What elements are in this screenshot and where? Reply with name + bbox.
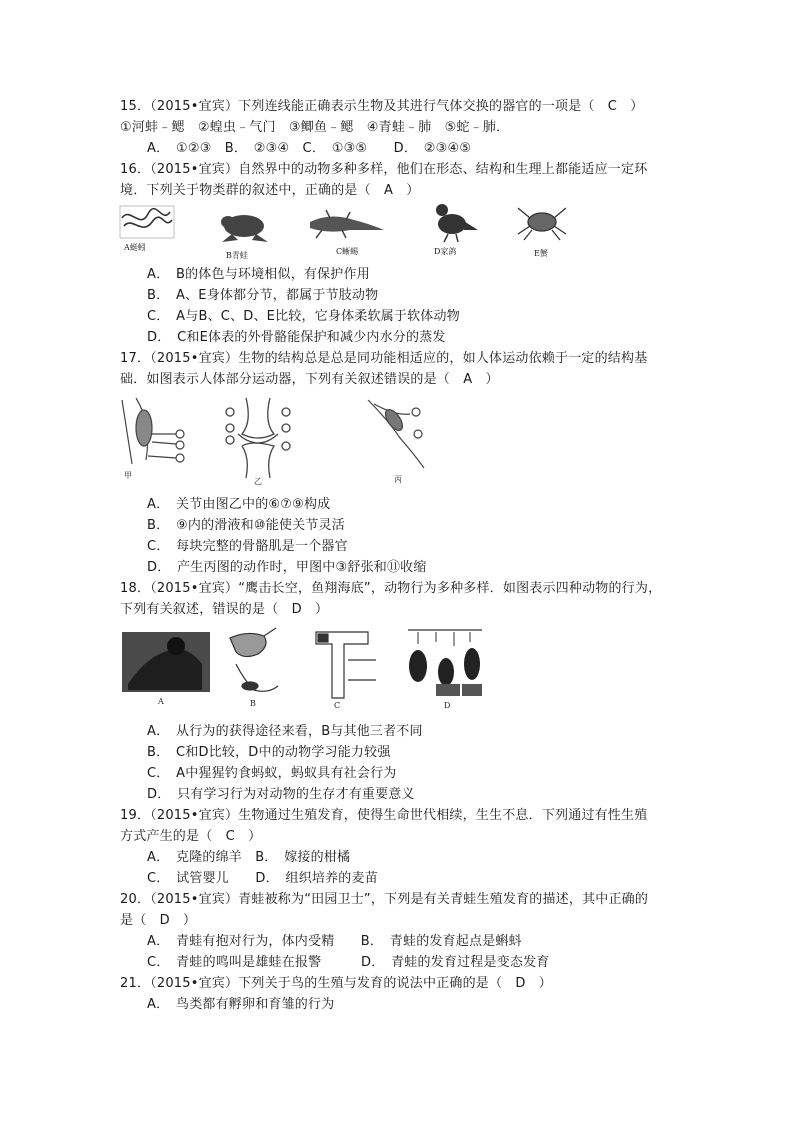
figure-label-d: D家鸽 xyxy=(434,247,457,256)
q19-stem-line-2: 方式产生的是（ C ） xyxy=(120,829,262,844)
arm-bending-diagram xyxy=(368,400,424,468)
q16-option-c: C． A与B、C、D、E比较，它身体柔软属于软体动物 xyxy=(147,309,460,324)
bird-feeding-fish-drawing xyxy=(230,628,278,691)
q18-option-b: B． C和D比较，D中的动物学习能力较强 xyxy=(147,745,391,760)
q20-stem-line-1: 20．（2015•宜宾）青蛙被称为“田园卫士”，下列是有关青蛙生殖发育的描述，其中正确的 xyxy=(120,892,649,907)
q15-options: A． ①②③ B． ②③④ C． ①③⑤ D． ②③④⑤ xyxy=(147,141,472,156)
q18-option-a: A． 从行为的获得途径来看，B与其他三者不同 xyxy=(147,724,423,739)
figure-label-b: B青蛙 xyxy=(226,251,248,260)
figure-label-e: E蟹 xyxy=(534,249,548,258)
q21-option-a: A． 鸟类都有孵卵和育雏的行为 xyxy=(147,997,335,1012)
figure-label-c: C蜥蜴 xyxy=(336,247,359,256)
crab-illustration xyxy=(518,208,566,240)
figure-label-behavior-a: A xyxy=(158,697,164,706)
q17-option-c: C． 每块完整的骨骼肌是一个器官 xyxy=(147,539,348,554)
figure-label-behavior-b: B xyxy=(250,699,256,708)
q17-option-b: B． ⑨内的滑液和⑩能使关节灵活 xyxy=(147,518,345,533)
figure-label-behavior-d: D xyxy=(444,701,451,710)
q18-stem-line-1: 18．（2015•宜宾）“鹰击长空，鱼翔海底”，动物行为多种多样．如图表示四种动物的行为， xyxy=(120,581,662,596)
figure-label-jia: 甲 xyxy=(124,471,132,480)
figure-label-yi: 乙 xyxy=(254,477,262,486)
q16-animals-figure xyxy=(118,200,578,262)
figure-label-bing: 丙 xyxy=(394,475,402,484)
q17-motor-system-figure xyxy=(118,394,448,486)
q16-option-d: D． C和E体表的外骨骼能保护和减少内水分的蒸发 xyxy=(147,330,446,345)
q20-options-row-1: A． 青蛙有抱对行为，体内受精 B． 青蛙的发育起点是蝌蚪 xyxy=(147,934,522,949)
q16-stem-line-2: 境．下列关于物类群的叙述中，正确的是（ A ） xyxy=(120,183,420,198)
q18-stem-line-2: 下列有关叙述，错误的是（ D ） xyxy=(120,602,329,617)
pigeon-illustration xyxy=(436,204,478,242)
q20-stem-line-2: 是（ D ） xyxy=(120,913,197,928)
q16-stem-line-1: 16．（2015•宜宾）自然界中的动物多种多样，他们在形态、结构和生理上都能适应一定环 xyxy=(120,162,648,177)
frog-illustration xyxy=(221,215,268,242)
q15-stem-line-1: 15．（2015•宜宾）下列连线能正确表示生物及其进行气体交换的器官的一项是（ C ） xyxy=(120,99,644,114)
q19-options-row-1: A． 克隆的绵羊 B． 嫁接的柑橘 xyxy=(147,850,351,865)
earthworm-illustration xyxy=(120,206,174,238)
q17-option-a: A． 关节由图乙中的⑥⑦⑨构成 xyxy=(147,497,331,512)
monkeys-reaching-bananas-drawing xyxy=(408,630,482,696)
q17-stem-line-2: 础．如图表示人体部分运动器，下列有关叙述错误的是（ A ） xyxy=(120,372,499,387)
q17-option-d: D． 产生丙图的动作时，甲图中③舒张和⑪收缩 xyxy=(147,560,427,575)
q16-option-a: A． B的体色与环境相似，有保护作用 xyxy=(147,267,370,282)
q18-animal-behavior-figure xyxy=(118,624,490,710)
q20-options-row-2: C． 青蛙的鸣叫是雄蛙在报警 D． 青蛙的发育过程是变态发育 xyxy=(147,955,550,970)
q17-stem-line-1: 17．（2015•宜宾）生物的结构总是总是同功能相适应的，如人体运动依赖于一定的结构基 xyxy=(120,351,648,366)
arm-muscle-diagram xyxy=(122,398,184,464)
q18-option-c: C． A中猩猩钓食蚂蚁，蚂蚁具有社会行为 xyxy=(147,766,397,781)
q15-stem-line-2: ①河蚌﹣鳃 ②蝗虫﹣气门 ③鲫鱼﹣鳃 ④青蛙﹣肺 ⑤蛇﹣肺． xyxy=(120,120,510,135)
figure-label-a: A蜓蚓 xyxy=(124,243,146,252)
q21-stem-line-1: 21．（2015•宜宾）下列关于鸟的生殖与发育的说法中正确的是（ D ） xyxy=(120,976,553,991)
q19-stem-line-1: 19．（2015•宜宾）生物通过生殖发育，使得生命世代相续，生生不息．下列通过有性生殖 xyxy=(120,808,648,823)
chimpanzee-photo xyxy=(122,632,210,692)
lizard-illustration xyxy=(310,210,384,238)
figure-label-behavior-c: C xyxy=(334,701,341,710)
q19-options-row-2: C． 试管婴儿 D． 组织培养的麦苗 xyxy=(147,871,378,886)
q16-option-b: B． A、E身体都分节，都属于节肢动物 xyxy=(147,288,379,303)
joint-structure-diagram xyxy=(226,398,290,478)
q18-option-d: D． 只有学习行为对动物的生存才有重要意义 xyxy=(147,787,415,802)
t-maze-diagram xyxy=(316,632,376,698)
